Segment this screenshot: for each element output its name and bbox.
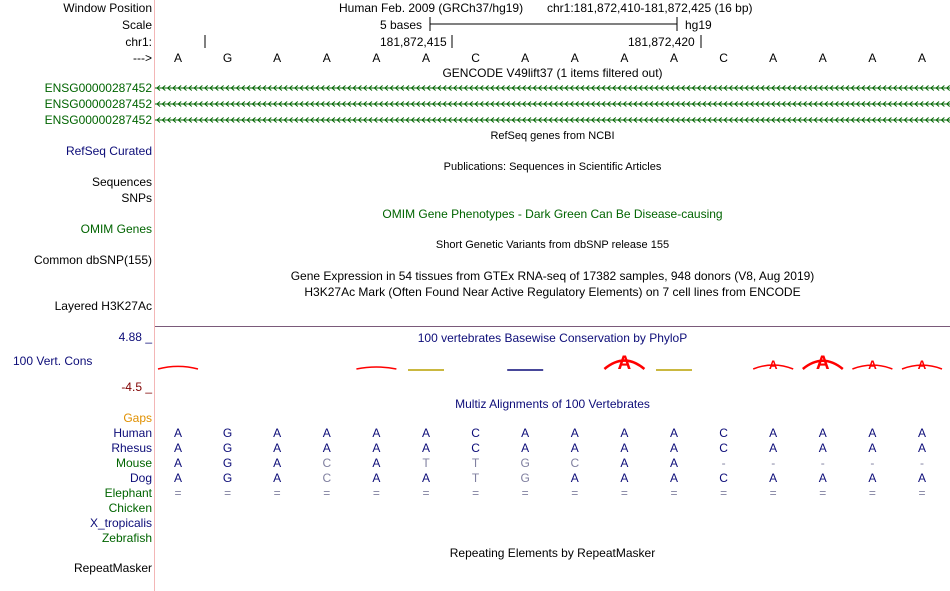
phylop-base-glyph: A: [815, 353, 830, 374]
gene-feature: [155, 118, 950, 123]
track-title: Repeating Elements by RepeatMasker: [449, 546, 656, 560]
aligned-base: A: [570, 471, 579, 485]
track-label[interactable]: Gaps: [123, 411, 152, 425]
phylop-base-glyph: A: [917, 358, 927, 372]
aligned-base: A: [372, 456, 381, 470]
chr-coord-415: 181,872,415: [380, 35, 447, 49]
reference-base: A: [570, 51, 579, 65]
gene-feature: [155, 86, 950, 91]
aligned-base: C: [322, 471, 332, 485]
track-title: GENCODE V49lift37 (1 items filtered out): [442, 66, 663, 80]
aligned-base: A: [769, 471, 778, 485]
phylop-base-glyph: A: [868, 358, 877, 372]
track-label[interactable]: Sequences: [91, 175, 152, 189]
track-label[interactable]: Mouse: [115, 456, 152, 470]
aligned-base: A: [521, 426, 530, 440]
reference-base: A: [868, 51, 877, 65]
aligned-base: =: [372, 486, 380, 500]
track-title: Publications: Sequences in Scientific Articles: [443, 161, 662, 173]
phylop-mark: [902, 358, 942, 372]
aligned-base: G: [222, 471, 233, 485]
aligned-base: T: [422, 456, 430, 470]
track-labels: [0, 0, 154, 591]
aligned-base: A: [273, 471, 282, 485]
track-label[interactable]: RepeatMasker: [73, 561, 152, 575]
aligned-base: A: [769, 441, 778, 455]
aligned-base: A: [273, 426, 282, 440]
track-label[interactable]: --->: [133, 51, 152, 65]
aligned-base: =: [174, 486, 182, 500]
reference-base: A: [620, 51, 629, 65]
aligned-base: A: [620, 471, 629, 485]
aligned-base: A: [917, 426, 926, 440]
aligned-base: =: [422, 486, 430, 500]
aligned-base: A: [669, 471, 678, 485]
aligned-base: G: [520, 456, 530, 470]
track-label[interactable]: SNPs: [121, 191, 152, 205]
aligned-base: =: [918, 486, 926, 500]
aligned-base: C: [719, 441, 728, 455]
track-title: OMIM Gene Phenotypes - Dark Green Can Be Disease-causing: [382, 207, 723, 221]
aligned-base: A: [769, 426, 778, 440]
aligned-base: A: [273, 441, 282, 455]
reference-base: C: [471, 51, 480, 65]
phylop-base-glyph: A: [617, 353, 632, 374]
gencode-genes: [155, 86, 950, 123]
phylop-mark: [803, 353, 843, 374]
aligned-base: A: [818, 441, 827, 455]
aligned-base: =: [769, 486, 777, 500]
aligned-base: C: [322, 456, 332, 470]
aligned-base: C: [471, 441, 480, 455]
window-position: chr1:181,872,410-181,872,425 (16 bp): [547, 1, 753, 15]
reference-base: A: [421, 51, 430, 65]
aligned-base: =: [571, 486, 579, 500]
track-label[interactable]: Zebrafish: [101, 531, 152, 545]
reference-base: A: [273, 51, 282, 65]
aligned-base: =: [521, 486, 529, 500]
aligned-base: G: [222, 426, 233, 440]
track-label[interactable]: chr1:: [125, 35, 152, 49]
aligned-base: A: [669, 456, 678, 470]
track-label[interactable]: Human: [113, 426, 152, 440]
track-area[interactable]: [155, 0, 950, 591]
aligned-base: G: [222, 456, 233, 470]
track-label[interactable]: Common dbSNP(155): [33, 253, 152, 267]
phylop-base-glyph: A: [768, 358, 778, 372]
aligned-base: =: [620, 486, 628, 500]
gene-feature: [155, 102, 950, 107]
aligned-base: T: [471, 471, 480, 485]
phylop-mark: [852, 358, 892, 372]
track-title: Gene Expression in 54 tissues from GTEx RNA-seq of 17382 samples, 948 donors (V8, Aug 2019): [290, 269, 815, 283]
aligned-base: -: [870, 456, 875, 470]
track-label[interactable]: -4.5 _: [121, 380, 152, 394]
aligned-base: A: [868, 426, 877, 440]
aligned-base: T: [471, 456, 480, 470]
aligned-base: =: [720, 486, 728, 500]
phylop-mark: [356, 367, 396, 369]
reference-base: C: [719, 51, 728, 65]
aligned-base: A: [372, 426, 381, 440]
track-label[interactable]: X_tropicalis: [89, 516, 152, 530]
aligned-base: -: [920, 456, 924, 470]
aligned-base: A: [669, 426, 678, 440]
track-label[interactable]: Chicken: [108, 501, 152, 515]
assembly-title: Human Feb. 2009 (GRCh37/hg19): [339, 1, 524, 15]
aligned-base: A: [620, 456, 629, 470]
track-label[interactable]: RefSeq Curated: [65, 144, 152, 158]
track-label[interactable]: Scale: [121, 18, 152, 32]
aligned-base: A: [570, 426, 579, 440]
track-label[interactable]: ENSG00000287452: [44, 81, 152, 95]
aligned-base: A: [521, 441, 530, 455]
aligned-base: A: [917, 471, 926, 485]
aligned-base: A: [322, 426, 331, 440]
aligned-base: =: [819, 486, 827, 500]
track-title: H3K27Ac Mark (Often Found Near Active Regulatory Elements) on 7 cell lines from ENCODE: [304, 285, 801, 299]
scale-text: 5 bases: [380, 18, 423, 32]
phylop-marks: [158, 353, 942, 374]
aligned-base: G: [222, 441, 233, 455]
reference-base: A: [669, 51, 678, 65]
aligned-base: A: [322, 441, 331, 455]
aligned-base: -: [820, 456, 825, 470]
track-label[interactable]: 4.88 _: [118, 330, 152, 344]
reference-base: G: [222, 51, 233, 65]
aligned-base: =: [224, 486, 232, 500]
reference-base: A: [173, 51, 182, 65]
aligned-base: C: [471, 426, 480, 440]
phylop-mark: [158, 366, 198, 369]
track-label[interactable]: Rhesus: [111, 441, 152, 455]
aligned-base: A: [620, 426, 629, 440]
aligned-base: A: [173, 456, 182, 470]
aligned-base: =: [670, 486, 678, 500]
track-label[interactable]: Elephant: [104, 486, 152, 500]
chr-coord-420: 181,872,420: [628, 35, 695, 49]
aligned-base: =: [868, 486, 876, 500]
aligned-base: A: [570, 441, 579, 455]
reference-base: A: [322, 51, 331, 65]
aligned-base: A: [173, 471, 182, 485]
aligned-base: A: [273, 456, 282, 470]
track-label[interactable]: ENSG00000287452: [44, 97, 152, 111]
aligned-base: A: [421, 471, 430, 485]
track-label[interactable]: OMIM Genes: [80, 222, 152, 236]
aligned-base: A: [372, 471, 381, 485]
scale-db: hg19: [685, 18, 712, 32]
reference-base: A: [769, 51, 778, 65]
reference-base: A: [372, 51, 381, 65]
phylop-mark: [753, 358, 793, 372]
aligned-base: A: [868, 441, 877, 455]
aligned-base: G: [520, 471, 530, 485]
aligned-base: -: [771, 456, 776, 470]
aligned-base: A: [421, 426, 430, 440]
reference-base: A: [818, 51, 827, 65]
track-title: 100 vertebrates Basewise Conservation by PhyloP: [417, 331, 688, 345]
aligned-base: =: [273, 486, 281, 500]
aligned-base: A: [372, 441, 381, 455]
reference-base: A: [521, 51, 530, 65]
aligned-base: A: [620, 441, 629, 455]
aligned-base: C: [719, 471, 728, 485]
aligned-base: A: [669, 441, 678, 455]
aligned-base: =: [472, 486, 480, 500]
track-label[interactable]: Dog: [129, 471, 152, 485]
cons-track-label[interactable]: 100 Vert. Cons: [13, 354, 93, 368]
aligned-base: =: [323, 486, 331, 500]
aligned-base: A: [868, 471, 877, 485]
aligned-base: A: [173, 426, 182, 440]
track-label[interactable]: Window Position: [63, 1, 152, 15]
aligned-base: C: [719, 426, 728, 440]
track-label[interactable]: Layered H3K27Ac: [54, 299, 152, 313]
aligned-base: -: [721, 456, 726, 470]
track-title: Short Genetic Variants from dbSNP release 155: [435, 239, 670, 251]
aligned-base: A: [917, 441, 926, 455]
aligned-base: A: [173, 441, 182, 455]
phylop-mark: [604, 353, 644, 374]
reference-base: A: [917, 51, 926, 65]
aligned-base: C: [570, 456, 580, 470]
aligned-base: A: [818, 426, 827, 440]
track-title: RefSeq genes from NCBI: [490, 130, 615, 142]
track-title: Multiz Alignments of 100 Vertebrates: [455, 397, 650, 411]
aligned-base: A: [421, 441, 430, 455]
track-label[interactable]: ENSG00000287452: [44, 113, 152, 127]
aligned-base: A: [818, 471, 827, 485]
